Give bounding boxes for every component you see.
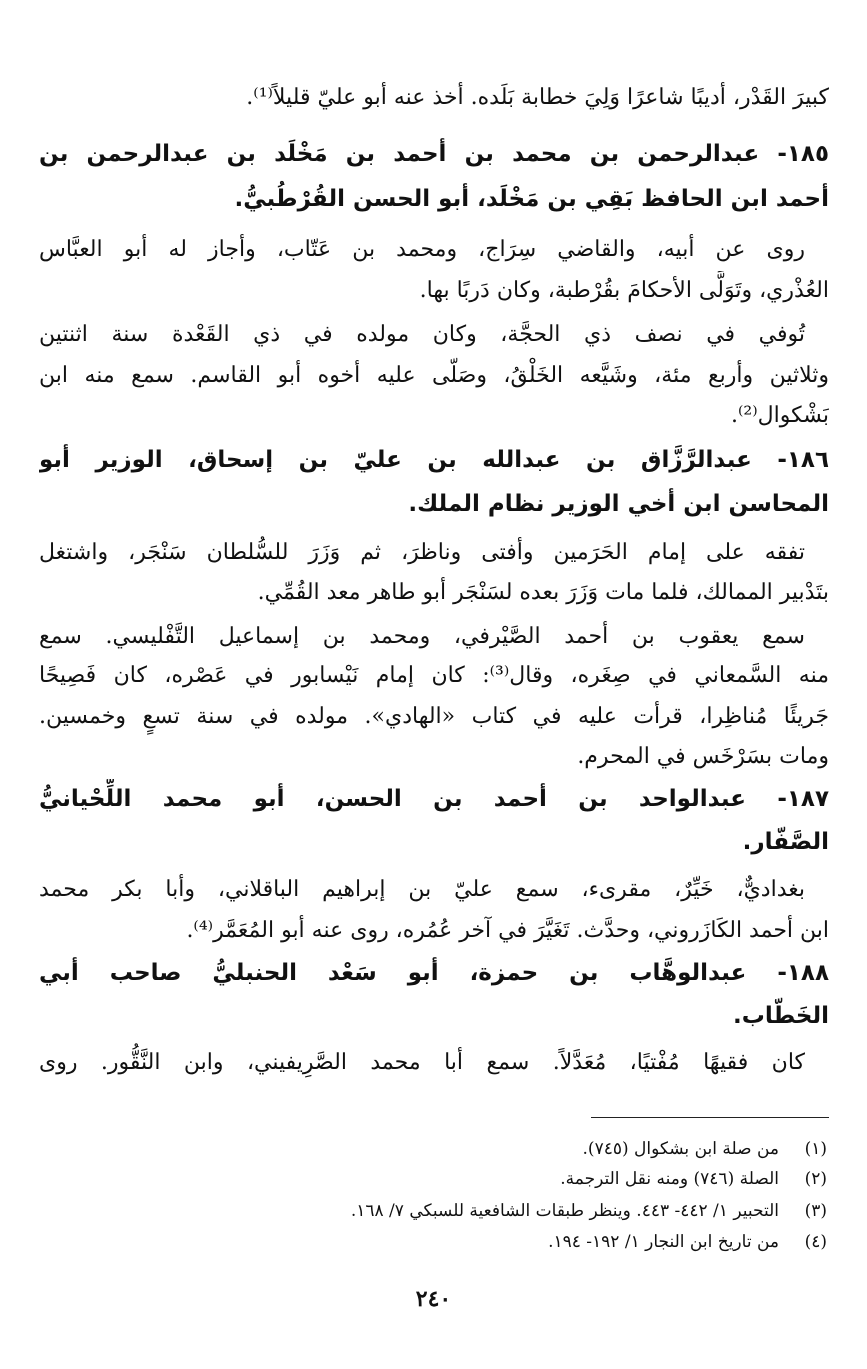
entry-heading-185: ١٨٥- عبدالرحمن بن محمد بن أحمد بن مَخْلَد بن عبدالرحمن بن [39, 141, 829, 167]
text-line: تفقه على إمام الحَرَمين وأفتى وناظرَ، ثم وَزَرَ للسُّلطان سَنْجَر، واشتغل [39, 540, 805, 565]
text-line: ومات بسَرْخَس في المحرم. [577, 744, 829, 769]
footnote [67, 1198, 827, 1226]
footnote-text: التحبير ١/ ٤٤٢- ٤٤٣. وينظر طبقات الشافعية للسبكي ٧/ ١٦٨. [350, 1201, 779, 1221]
page-number: ٢٤٠ [415, 1286, 452, 1312]
footnote-number: (٤) [804, 1232, 827, 1252]
footnote-number: (٢) [804, 1169, 827, 1189]
footnote [67, 1229, 827, 1257]
footnote-text: من صلة ابن بشكوال (٧٤٥). [582, 1139, 779, 1159]
text-line: بَشْكوال⁽²⁾. [731, 403, 829, 428]
footnote-separator [591, 1117, 829, 1118]
text-line: العُذْري، وتَوَلَّى الأحكامَ بقُرْطبة، وكان دَربًا بها. [419, 278, 829, 303]
text-line: تُوفي في نصف ذي الحجَّة، وكان مولده في ذي القَعْدة سنة اثنتين [39, 322, 805, 347]
text-line: سمع يعقوب بن أحمد الصَّيْرفي، ومحمد بن إسماعيل التَّفْليسي. سمع [39, 624, 805, 649]
text-line: روى عن أبيه، والقاضي سِرَاج، ومحمد بن عَتّاب، وأجاز له أبو العبَّاس [39, 237, 805, 262]
text-line: جَريئًا مُناظِرا، قرأت عليه في كتاب «الهادي». مولده في سنة تسعٍ وخمسين. [39, 704, 829, 729]
footnote [67, 1136, 827, 1164]
text-line: كان فقيهًا مُفْتيًا، مُعَدَّلاً. سمع أبا محمد الصَّرِيفيني، وابن النَّقُّور. روى [39, 1050, 805, 1075]
entry-heading-186: ١٨٦- عبدالرَّزَّاق بن عبدالله بن عليّ بن إسحاق، الوزير أبو [39, 447, 829, 473]
footnote-text: الصلة (٧٤٦) ومنه نقل الترجمة. [560, 1169, 779, 1189]
entry-heading-186-cont: المحاسن ابن أخي الوزير نظام الملك. [408, 491, 829, 517]
entry-heading-188: ١٨٨- عبدالوهَّاب بن حمزة، أبو سَعْد الحنبليُّ صاحب أبي [39, 960, 829, 986]
text-line: كبيرَ القَدْر، أديبًا شاعرًا وَلِيَ خطابة بَلَده. أخذ عنه أبو عليّ قليلاً⁽¹⁾. [246, 85, 829, 110]
footnote [67, 1166, 827, 1194]
text-line: بتَدْبير الممالك، فلما مات وَزَرَ بعده لسَنْجَر أبو طاهر معد القُمِّي. [257, 580, 829, 605]
text-line: بغداديٌّ، خَيِّرٌ، مقرىء، سمع عليّ بن إبراهيم الباقلاني، وأبا بكر محمد [39, 877, 805, 902]
text-line: ابن أحمد الكَازَروني، وحدَّث. تَغَيَّرَ في آخر عُمُره، روى عنه أبو المُعَمَّر⁽⁴⁾. [186, 918, 829, 943]
text-line: منه السَّمعاني في صِغَره، وقال⁽³⁾: كان إمام نَيْسابور في عَصْره، كان فَصِيحًا [39, 663, 829, 688]
footnote-number: (٣) [804, 1201, 827, 1221]
entry-heading-188-cont: الخَطّاب. [733, 1003, 829, 1029]
footnote-number: (١) [804, 1139, 827, 1159]
footnote-text: من تاريخ ابن النجار ١/ ١٩٢- ١٩٤. [548, 1232, 779, 1252]
entry-heading-185-cont: أحمد ابن الحافظ بَقِي بن مَخْلَد، أبو الحسن القُرْطُبيُّ. [234, 186, 829, 212]
text-line: وثلاثين وأربع مئة، وشَيَّعه الخَلْقُ، وصَلّى عليه أخوه أبو القاسم. سمع منه ابن [39, 363, 829, 388]
entry-heading-187-cont: الصَّفّار. [742, 829, 829, 855]
entry-heading-187: ١٨٧- عبدالواحد بن أحمد بن الحسن، أبو محمد اللِّحْيانيُّ [39, 786, 829, 812]
